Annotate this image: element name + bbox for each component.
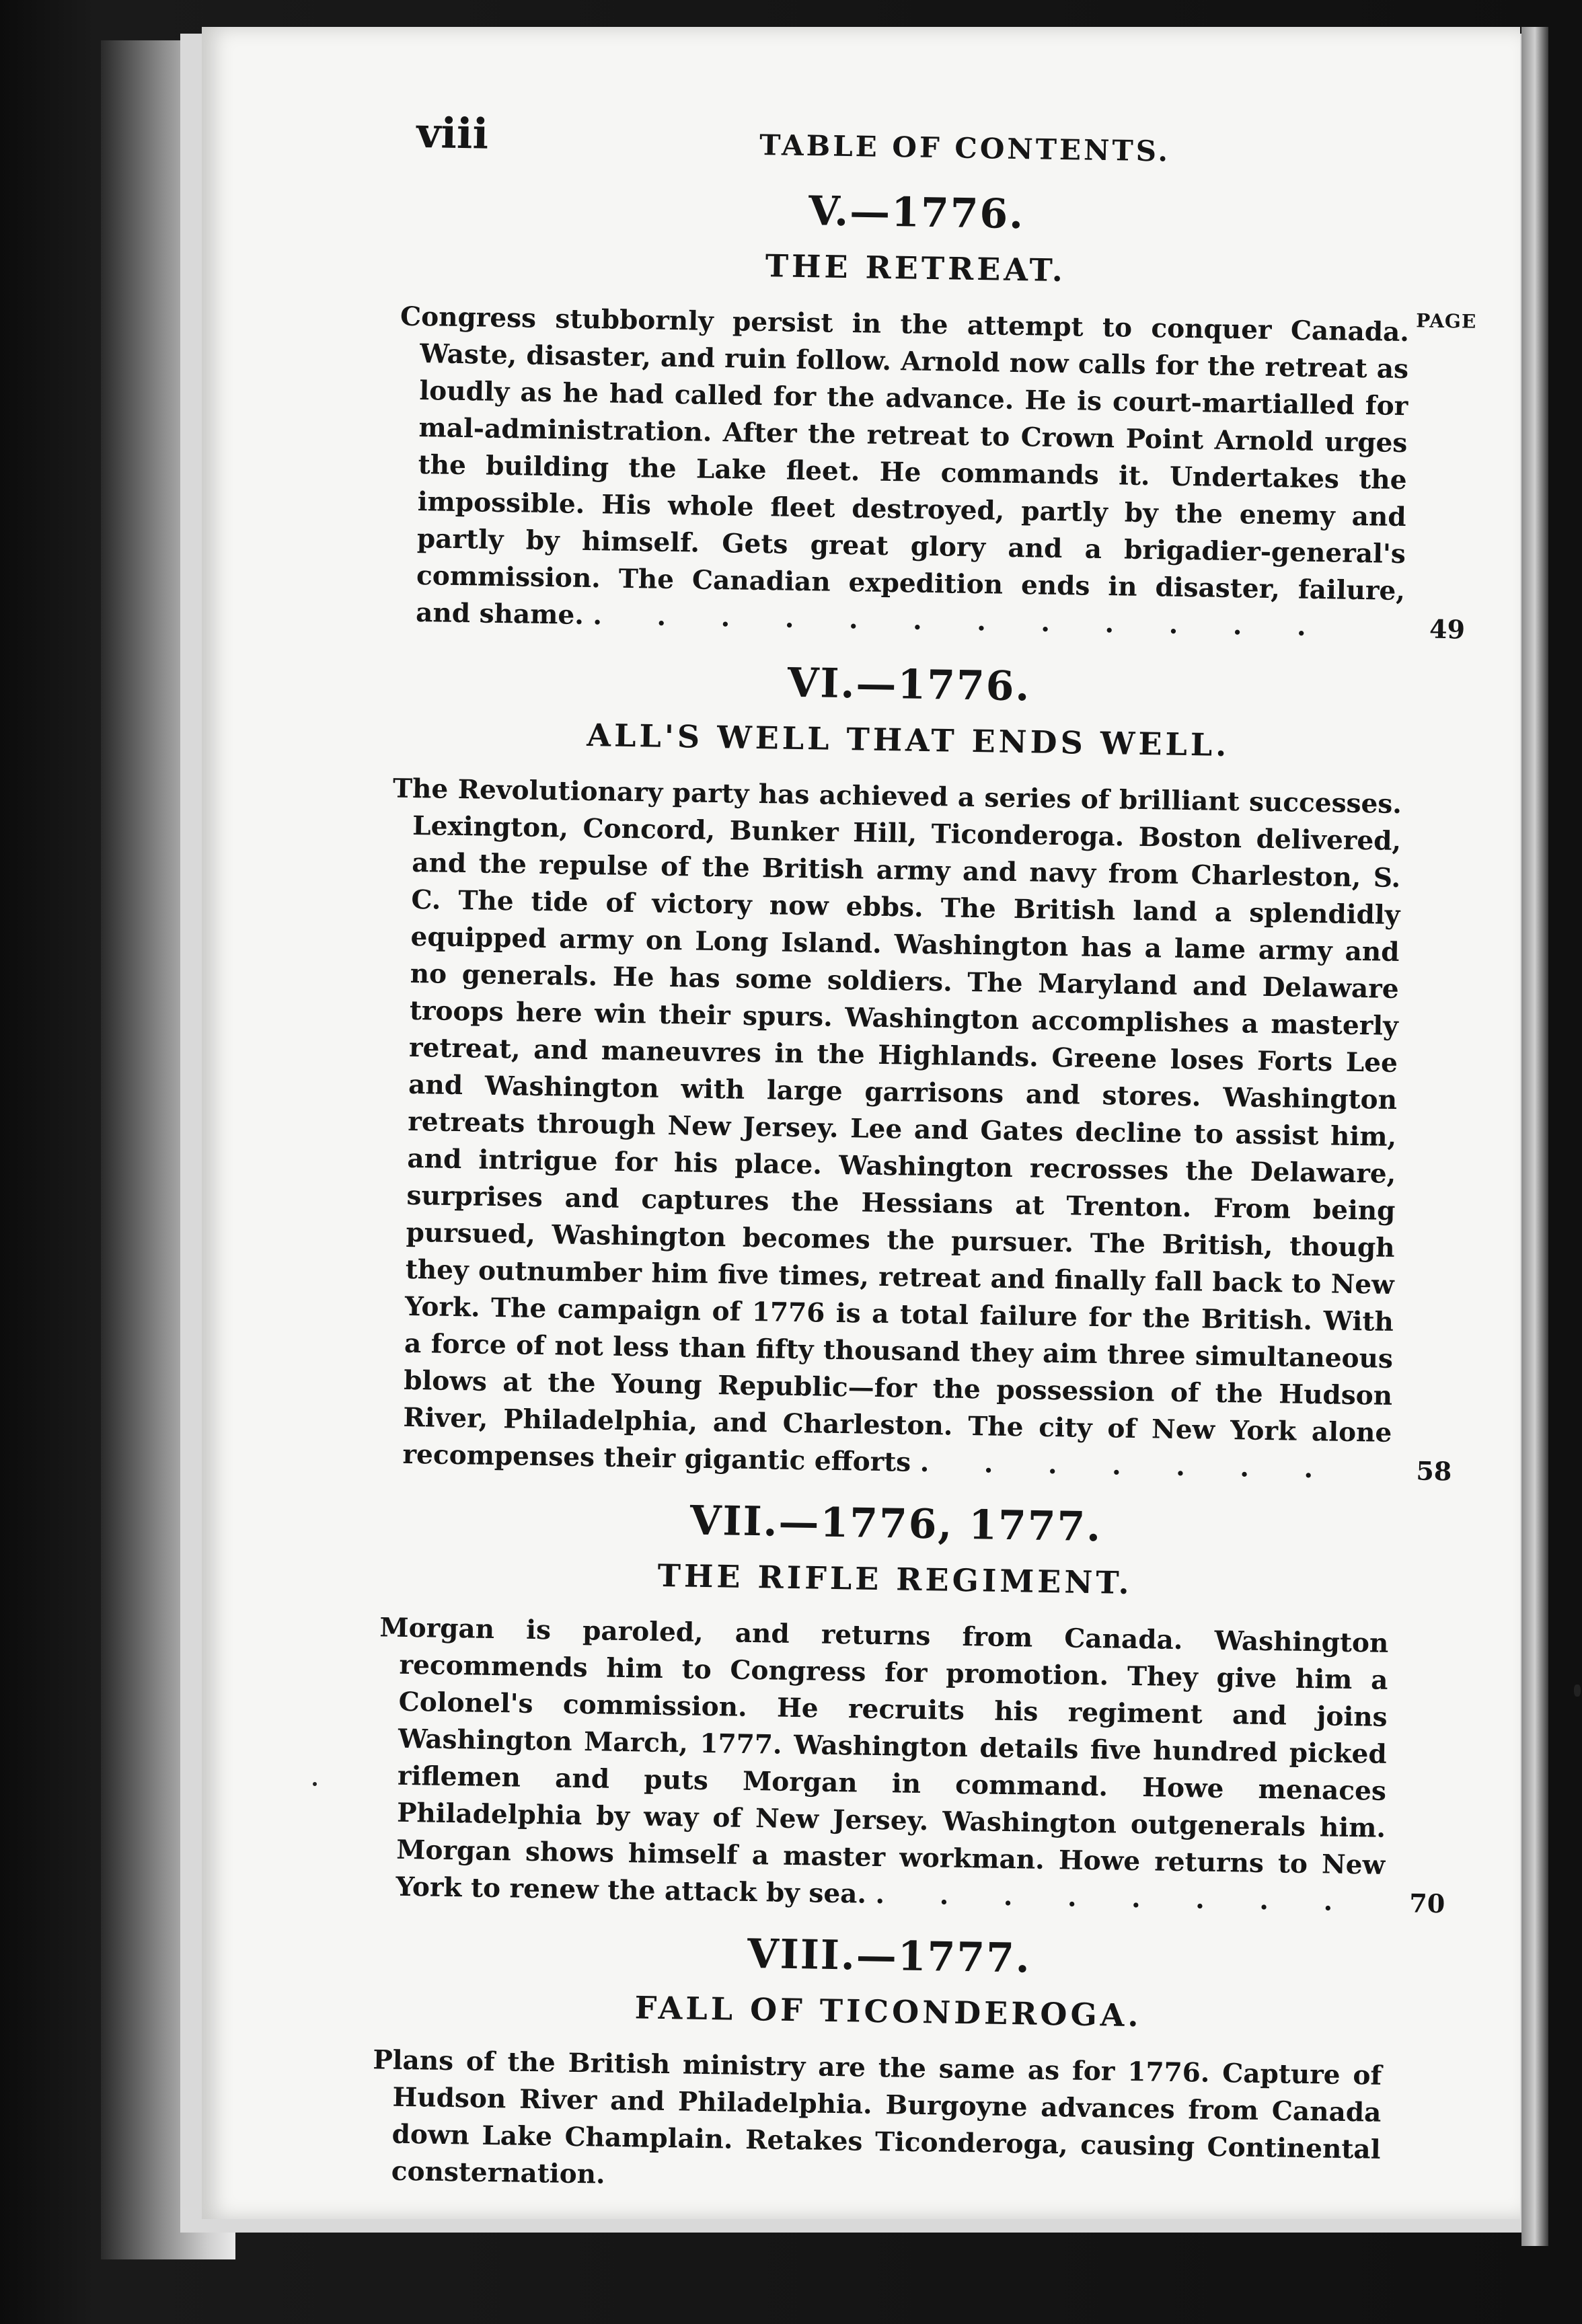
chapter-page-number: 49 — [1429, 613, 1466, 645]
chapter-summary-text — [396, 299, 1410, 647]
page-content — [344, 108, 1477, 2206]
chapter-number: VII.—1776, 1777. — [689, 1497, 1102, 1551]
chapter-entry — [344, 1925, 1431, 2206]
folio: viii — [416, 108, 489, 159]
running-title: TABLE OF CONTENTS. — [759, 128, 1171, 168]
summary-text: Morgan is paroled, and returns from Canada. Washington recommends him to Congress for promotion. They give him a Colonel's commission. He recruits his regiment and joins Washington March, 1777. Washington details five hundred picked riflemen and puts Morgan in command. Howe menaces Philadelphia by way of New Jersey. Washington outgenerals him. Morgan shows himself a master workman. Howe returns to New York to renew the attack by sea. — [379, 1612, 1389, 1910]
page-column-label: PAGE — [1415, 309, 1477, 333]
chapter-title: FALL OF TICONDEROGA. — [634, 1989, 1142, 2034]
chapter-entry — [369, 182, 1477, 648]
chapter-summary-text — [382, 771, 1402, 1489]
chapter-summary — [355, 770, 1452, 1489]
chapter-entry — [348, 1493, 1445, 1922]
summary-text: The Revolutionary party has achieved a series of brilliant successes. Lexington, Concord, Bunker Hill, Ticonderoga. Boston delivered, and the repulse of the British army and navy from Charleston, S. C. The tide of victory now ebbs. The British land a splendidly equipped army on Long Island. Washington has a lame army and no generals. He has some soldiers. The Maryland and Delaware troops here win their spurs. Washington accomplishes a masterly retreat, and maneuvres in the Highlands. Greene loses Forts Lee and Washington with large garrisons and stores. Washington retreats through New Jersey. Lee and Gates decline to assist him, and intrigue for his place. Washington recrosses the Delaware, surprises and captures the Hessians at Trenton. From being pursued, Washington becomes the pursuer. The British, though they outnumber him five times, retreat and finally fall back to New York. The campaign of 1776 is a total failure for the British. With a force of not less than fifty thousand they aim three simultaneous blows at the Young Republic—for the possession of the Hudson River, Philadelphia, and Charleston. The city of New York alone recompenses their gigantic efforts — [392, 773, 1402, 1478]
chapter-summary — [348, 1609, 1445, 1922]
dot-leader: . . . . . . . . . . . . — [593, 600, 1329, 643]
dot-leader: . . . . . . . . — [875, 1878, 1356, 1918]
summary-text: Congress stubbornly persist in the attempt to conquer Canada. Waste, disaster, and ruin follow. Arnold now calls for the retreat as loudly as he had called for the advance. He is court-martialled for mal-administration. After the retreat to Crown Point Arnold urges the building the Lake fleet. He commands it. Undertakes the impossible. His whole fleet destroyed, partly by the enemy and partly by himself. Gets great glory and a brigadier-general's commission. The Canadian expedition ends in disaster, failure, and shame. — [400, 301, 1410, 631]
chapter-number: VIII.—1777. — [747, 1931, 1032, 1982]
chapter-page-number: 58 — [1416, 1455, 1452, 1487]
chapter-summary-text — [375, 1609, 1389, 1921]
scan-speck — [1574, 1684, 1581, 1697]
chapter-page-number: 70 — [1409, 1888, 1445, 1919]
scan-speck — [313, 1782, 317, 1786]
chapter-title: THE RETREAT. — [765, 247, 1067, 289]
chapter-summary — [369, 298, 1477, 648]
chapter-number: VI.—1776. — [787, 659, 1031, 711]
chapter-summary-text: Plans of the British ministry are the same as for 1776. Capture of Hudson River and Philadelphia. Burgoyne advances from Canada down Lake Champlain. Retakes Ticonderoga, causing Continental consternation. — [373, 2044, 1382, 2190]
page-edge-strip — [1521, 27, 1548, 2246]
chapter-summary — [344, 2042, 1429, 2206]
chapter-title: ALL'S WELL THAT ENDS WELL. — [587, 717, 1230, 764]
chapter-entry — [355, 654, 1451, 1489]
chapter-number: V.—1776. — [808, 188, 1025, 239]
chapter-title: THE RIFLE REGIMENT. — [657, 1557, 1133, 1601]
dot-leader: . . . . . . . — [919, 1446, 1336, 1485]
